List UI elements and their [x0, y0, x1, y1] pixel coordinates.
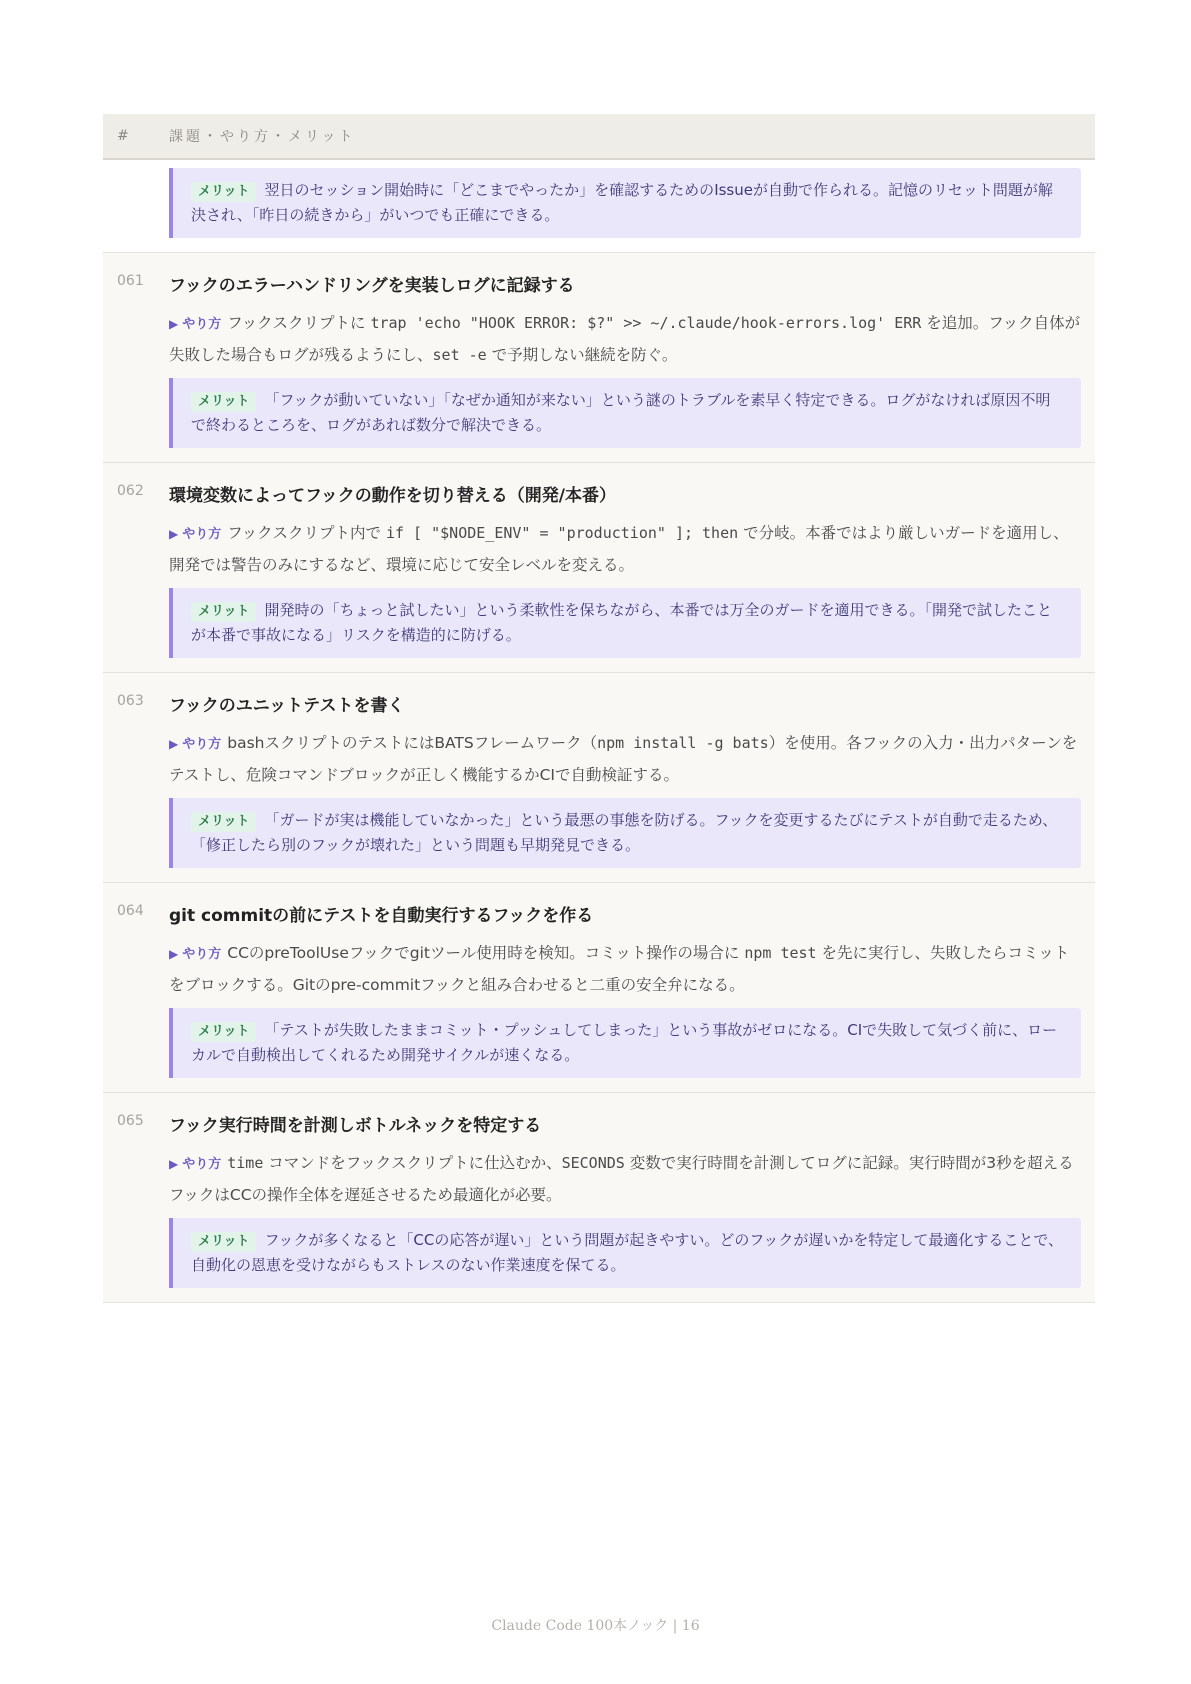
merit-text: 開発時の「ちょっと試したい」という柔軟性を保ちながら、本番では万全のガードを適用できる。「開発で試したことが本番で事故になる」リスクを構造的に防げる。: [191, 601, 1052, 644]
howto-tag: [169, 737, 221, 752]
merit-tag: メリット: [191, 182, 256, 202]
howto-paragraph: [169, 308, 1081, 370]
table-row: [103, 883, 1095, 1093]
merit-box: [169, 1008, 1081, 1078]
merit-box: [169, 378, 1081, 448]
merit-tag: メリット: [191, 392, 256, 412]
howto-text: bashスクリプトのテストにはBATSフレームワーク（: [227, 734, 598, 752]
howto-text: を先に実行し、失敗したらコミットをブロックする。Gitのpre-commitフックと組み合わせると二重の安全弁になる。: [169, 944, 1070, 994]
merit-text: フックが多くなると「CCの応答が遅い」という問題が起きやすい。どのフックが遅いかを特定して最適化することで、自動化の恩恵を受けながらもストレスのない作業速度を保てる。: [191, 1231, 1064, 1274]
merit-tag: メリット: [191, 602, 256, 622]
howto-tag: [169, 527, 221, 542]
howto-tag: [169, 947, 221, 962]
row-number: 064: [117, 903, 144, 919]
howto-text: フックスクリプト内で: [227, 524, 386, 542]
table-row: [103, 673, 1095, 883]
row-number: 062: [117, 483, 144, 499]
play-triangle-icon: ▶: [169, 1157, 179, 1171]
howto-paragraph: [169, 728, 1081, 790]
table-row: [103, 1093, 1095, 1303]
code-snippet: npm install -g bats: [597, 734, 769, 752]
howto-text: で分岐。本番ではより厳しいガードを適用し、開発では警告のみにするなど、環境に応じて安全レベルを変える。: [169, 524, 1069, 574]
howto-text: で予期しない継続を防ぐ。: [486, 346, 678, 364]
play-triangle-icon: ▶: [169, 947, 179, 961]
row-title: フックのエラーハンドリングを実装しログに記録する: [169, 276, 575, 296]
merit-tag: メリット: [191, 812, 256, 832]
page-footer: Claude Code 100本ノック | 16: [491, 1618, 700, 1634]
howto-label: やり方: [182, 737, 222, 752]
howto-paragraph: [169, 518, 1081, 580]
table-row: [103, 463, 1095, 673]
row-title: フック実行時間を計測しボトルネックを特定する: [169, 1116, 542, 1136]
table-row: [103, 253, 1095, 463]
howto-text: CCのpreToolUseフックでgitツール使用時を検知。コミット操作の場合に: [227, 944, 745, 962]
merit-box: [169, 1218, 1081, 1288]
play-triangle-icon: ▶: [169, 527, 179, 541]
howto-paragraph: [169, 938, 1081, 1000]
row-title: 環境変数によってフックの動作を切り替える（開発/本番）: [169, 486, 617, 506]
howto-paragraph: [169, 1148, 1081, 1210]
play-triangle-icon: ▶: [169, 317, 179, 331]
howto-label: やり方: [182, 1157, 222, 1172]
howto-text: フックスクリプトに: [227, 314, 371, 332]
row-title: git commitの前にテストを自動実行するフックを作る: [169, 906, 594, 926]
merit-text: 「ガードが実は機能していなかった」という最悪の事態を防げる。フックを変更するたびにテストが自動で走るため、「修正したら別のフックが壊れた」という問題も早期発見できる。: [191, 811, 1058, 854]
row-number: [103, 168, 169, 238]
merit-box: [169, 588, 1081, 658]
row-number: 063: [117, 693, 144, 709]
header-title: 課題・やり方・メリット: [169, 129, 356, 145]
howto-label: やり方: [182, 947, 222, 962]
merit-tag: メリット: [191, 1022, 256, 1042]
howto-text: コマンドをフックスクリプトに仕込むか、: [263, 1154, 562, 1172]
row-number: 061: [117, 273, 144, 289]
code-snippet: trap 'echo "HOOK ERROR: $?" >> ~/.claude/hook-errors.log' ERR: [370, 314, 922, 332]
howto-label: やり方: [182, 317, 222, 332]
code-snippet: set -e: [432, 346, 487, 364]
merit-box: [169, 168, 1081, 238]
header-num: #: [117, 128, 132, 144]
howto-tag: [169, 1157, 221, 1172]
merit-box: [169, 798, 1081, 868]
table-row: [103, 160, 1095, 253]
howto-tag: [169, 317, 221, 332]
play-triangle-icon: ▶: [169, 737, 179, 751]
code-snippet: SECONDS: [561, 1154, 625, 1172]
code-snippet: time: [227, 1154, 264, 1172]
row-number: 065: [117, 1113, 144, 1129]
howto-text: 変数で実行時間を計測してログに記録。実行時間が3秒を超えるフックはCCの操作全体を遅延させるため最適化が必要。: [169, 1154, 1074, 1204]
table-header: [103, 114, 1095, 160]
merit-text: 「フックが動いていない」「なぜか通知が来ない」という謎のトラブルを素早く特定できる。ログがなければ原因不明で終わるところを、ログがあれば数分で解決できる。: [191, 391, 1051, 434]
howto-text: ）を使用。各フックの入力・出力パターンをテストし、危険コマンドブロックが正しく機能するかCIで自動検証する。: [169, 734, 1078, 784]
code-snippet: npm test: [744, 944, 817, 962]
howto-label: やり方: [182, 527, 222, 542]
merit-tag: メリット: [191, 1232, 256, 1252]
code-snippet: if [ "$NODE_ENV" = "production" ]; then: [385, 524, 739, 542]
merit-text: 「テストが失敗したままコミット・プッシュしてしまった」という事故がゼロになる。CIで失敗して気づく前に、ローカルで自動検出してくれるため開発サイクルが速くなる。: [191, 1021, 1058, 1064]
row-title: フックのユニットテストを書く: [169, 696, 405, 716]
howto-text: を追加。フック自体が失敗した場合もログが残るようにし、: [169, 314, 1081, 364]
merit-text: 翌日のセッション開始時に「どこまでやったか」を確認するためのIssueが自動で作られる。記憶のリセット問題が解決され、「昨日の続きから」がいつでも正確にできる。: [191, 181, 1053, 224]
knock-table: [103, 114, 1095, 1303]
